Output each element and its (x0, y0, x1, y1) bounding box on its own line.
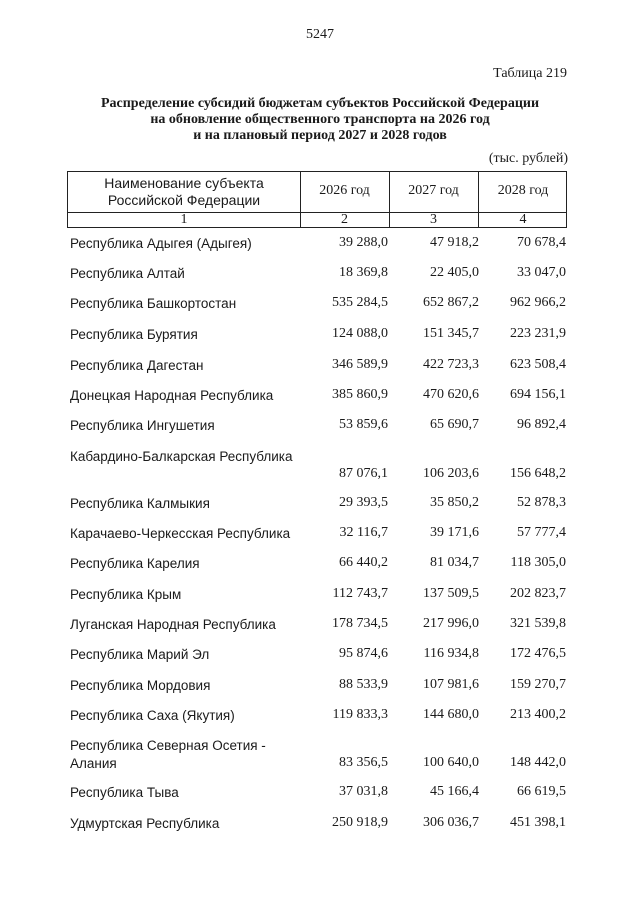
row-value-2027: 106 203,6 (423, 466, 479, 481)
row-value-2027: 422 723,3 (423, 357, 479, 372)
row-value-2026: 29 393,5 (339, 495, 388, 510)
row-name: Республика Крым (70, 587, 182, 602)
row-name: Республика Калмыкия (70, 496, 210, 511)
row-value-2028: 321 539,8 (510, 616, 566, 631)
row-value-2028: 156 648,2 (510, 466, 566, 481)
row-value-2027: 151 345,7 (423, 326, 479, 341)
row-value-2027: 39 171,6 (430, 525, 479, 540)
row-value-2028: 96 892,4 (517, 417, 566, 432)
row-value-2026: 124 088,0 (332, 326, 388, 341)
row-value-2028: 70 678,4 (517, 235, 566, 250)
row-value-2027: 100 640,0 (423, 755, 479, 770)
row-value-2028: 451 398,1 (510, 815, 566, 830)
row-value-2027: 22 405,0 (430, 265, 479, 280)
row-value-2028: 623 508,4 (510, 357, 566, 372)
row-value-2026: 178 734,5 (332, 616, 388, 631)
title-line-2: на обновление общественного транспорта на 2026 год (150, 112, 490, 127)
row-name: Республика Бурятия (70, 327, 198, 342)
row-value-2027: 306 036,7 (423, 815, 479, 830)
row-value-2026: 39 288,0 (339, 235, 388, 250)
row-value-2027: 470 620,6 (423, 387, 479, 402)
row-name: Республика Тыва (70, 785, 179, 800)
row-name: Удмуртская Республика (70, 816, 220, 831)
row-name: Республика Ингушетия (70, 418, 215, 433)
column-header-2027: 2027 год (408, 183, 459, 198)
row-value-2027: 81 034,7 (430, 555, 479, 570)
row-value-2027: 116 934,8 (423, 646, 479, 661)
row-name: Республика Карелия (70, 556, 200, 571)
row-name: Республика Адыгея (Адыгея) (70, 236, 252, 251)
table-label: Таблица 219 (493, 66, 567, 81)
row-name: Луганская Народная Республика (70, 617, 276, 632)
column-number-3: 3 (430, 212, 437, 227)
row-value-2026: 119 833,3 (332, 707, 388, 722)
row-value-2026: 53 859,6 (339, 417, 388, 432)
row-value-2026: 83 356,5 (339, 755, 388, 770)
row-name: Донецкая Народная Республика (70, 388, 274, 403)
row-name: Республика Дагестан (70, 358, 204, 373)
column-header-2028: 2028 год (497, 183, 549, 198)
page-number: 5247 (306, 27, 334, 42)
column-number-2: 2 (341, 212, 348, 227)
row-value-2026: 18 369,8 (339, 265, 388, 280)
units-label: (тыс. рублей) (488, 151, 568, 166)
row-value-2026: 88 533,9 (339, 677, 388, 692)
title-line-1: Распределение субсидий бюджетам субъектов Российской Федерации (100, 96, 540, 111)
column-header-name-line-2: Российской Федерации (107, 192, 261, 208)
row-value-2026: 535 284,5 (332, 295, 388, 310)
row-value-2028: 223 231,9 (510, 326, 566, 341)
row-value-2028: 57 777,4 (517, 525, 566, 540)
row-name: Республика Марий Эл (70, 647, 210, 662)
document-title (0, 96, 640, 144)
row-value-2026: 346 589,9 (332, 357, 388, 372)
row-value-2027: 47 918,2 (430, 235, 479, 250)
row-name: Республика Саха (Якутия) (70, 708, 235, 723)
row-value-2026: 66 440,2 (339, 555, 388, 570)
row-value-2028: 118 305,0 (510, 555, 566, 570)
row-value-2026: 37 031,8 (339, 784, 388, 799)
row-name: Кабардино-Балкарская Республика (70, 449, 293, 464)
row-value-2026: 385 860,9 (332, 387, 388, 402)
column-header-name (68, 175, 300, 209)
row-value-2028: 213 400,2 (510, 707, 566, 722)
table-header (67, 171, 567, 228)
column-header-2026: 2026 год (319, 183, 370, 198)
row-value-2027: 65 690,7 (430, 417, 479, 432)
row-value-2028: 52 878,3 (517, 495, 566, 510)
row-value-2028: 202 823,7 (510, 586, 566, 601)
row-value-2026: 87 076,1 (339, 466, 388, 481)
row-value-2028: 694 156,1 (510, 387, 566, 402)
column-number-1: 1 (180, 212, 188, 227)
row-value-2028: 172 476,5 (510, 646, 566, 661)
row-value-2028: 66 619,5 (517, 784, 566, 799)
row-value-2027: 35 850,2 (430, 495, 479, 510)
row-value-2027: 45 166,4 (430, 784, 479, 799)
row-value-2028: 962 966,2 (510, 295, 566, 310)
row-value-2028: 148 442,0 (510, 755, 566, 770)
row-value-2026: 95 874,6 (339, 646, 388, 661)
row-value-2027: 652 867,2 (423, 295, 479, 310)
row-value-2027: 217 996,0 (423, 616, 479, 631)
row-name: Республика Мордовия (70, 678, 211, 693)
row-name: Республика Башкортостан (70, 296, 237, 311)
row-value-2028: 159 270,7 (510, 677, 566, 692)
row-name: Карачаево-Черкесская Республика (70, 526, 291, 541)
row-value-2026: 112 743,7 (332, 586, 388, 601)
column-number-4: 4 (519, 212, 527, 227)
row-name: Республика Северная Осетия - Алания (70, 738, 266, 771)
column-header-name-line-1: Наименование субъекта (104, 175, 264, 191)
row-value-2027: 107 981,6 (423, 677, 479, 692)
row-value-2026: 32 116,7 (339, 525, 388, 540)
title-line-3: и на плановый период 2027 и 2028 годов (193, 128, 447, 143)
row-value-2026: 250 918,9 (332, 815, 388, 830)
row-name: Республика Алтай (70, 266, 185, 281)
row-value-2027: 144 680,0 (423, 707, 479, 722)
row-value-2027: 137 509,5 (423, 586, 479, 601)
row-value-2028: 33 047,0 (517, 265, 566, 280)
